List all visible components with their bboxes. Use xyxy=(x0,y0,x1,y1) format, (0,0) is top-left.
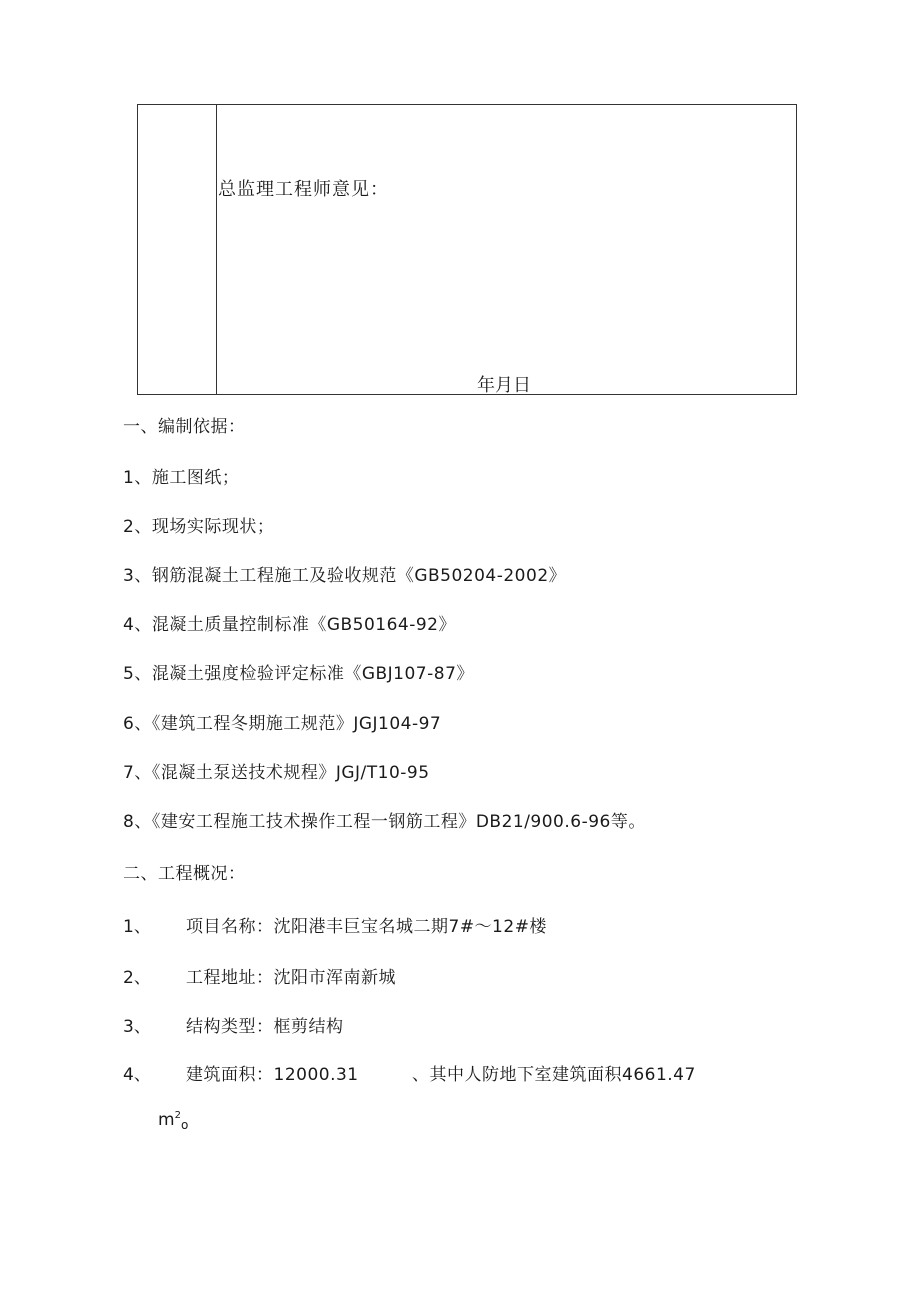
overview-item-text: 工程地址：沈阳市浑南新城 xyxy=(186,968,396,988)
table-left-cell xyxy=(138,105,217,394)
overview-item-number: 2、 xyxy=(123,968,151,988)
overview-item-number: 4、 xyxy=(123,1065,151,1085)
overview-item-text: 项目名称：沈阳港丰巨宝名城二期7#～12#楼 xyxy=(186,917,547,937)
basis-item: 5、混凝土强度检验评定标准《GBJ107-87》 xyxy=(123,664,474,684)
overview-item-number: 1、 xyxy=(123,917,151,937)
unit-base: m xyxy=(158,1110,175,1130)
area-unit xyxy=(158,1110,188,1132)
basis-item: 7、《混凝土泵送技术规程》JGJ/T10-95 xyxy=(123,763,430,783)
unit-tail: o xyxy=(180,1118,189,1132)
basis-item: 3、钢筋混凝土工程施工及验收规范《GB50204-2002》 xyxy=(123,566,567,586)
basis-item: 6、《建筑工程冬期施工规范》JGJ104-97 xyxy=(123,714,442,734)
basis-item: 4、混凝土质量控制标准《GB50164-92》 xyxy=(123,615,456,635)
overview-item-text: 建筑面积：12000.31 xyxy=(186,1065,359,1085)
chief-supervisor-opinion-label: 总监理工程师意见： xyxy=(218,179,389,200)
overview-item-number: 3、 xyxy=(123,1017,151,1037)
basis-item: 1、施工图纸； xyxy=(123,468,240,488)
basis-item: 8、《建安工程施工技术操作工程一钢筋工程》DB21/900.6-96等。 xyxy=(123,812,646,832)
overview-item-text: 结构类型：框剪结构 xyxy=(186,1017,344,1037)
civil-defense-area-text: 、其中人防地下室建筑面积4661.47 xyxy=(412,1065,696,1085)
date-label: 年月日 xyxy=(477,375,531,396)
basis-item: 2、现场实际现状； xyxy=(123,517,275,537)
approval-table xyxy=(137,104,797,395)
unit-exponent: 2 xyxy=(174,1110,181,1121)
overview-heading: 二、工程概况： xyxy=(123,864,246,884)
basis-heading: 一、编制依据： xyxy=(123,417,246,437)
